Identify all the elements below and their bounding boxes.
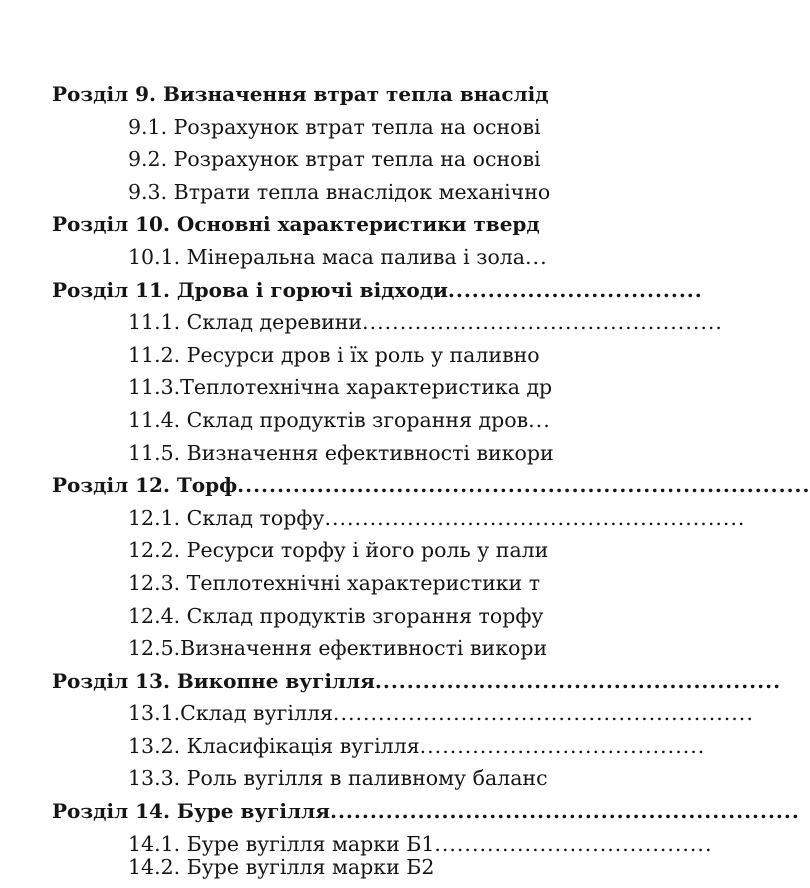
toc-dot-leader: ........................................................ — [332, 701, 754, 726]
toc-dot-leader: ........................................................ — [324, 505, 746, 530]
toc-section-title: Розділ 12. Торф — [52, 473, 238, 498]
toc-subsection-title: 13.1.Склад вугілля — [128, 701, 333, 726]
toc-dot-leader: ................................................... — [374, 668, 782, 693]
toc-partial-line-text: 14.2. Буре вугілля марки Б2 — [128, 855, 435, 879]
toc-subsection-entry — [0, 600, 600, 633]
toc-partial-line — [128, 855, 600, 879]
toc-subsection-entry — [0, 404, 600, 437]
toc-subsection-title: 11.2. Ресурси дров і їх роль у паливно — [128, 342, 540, 367]
toc-subsection-entry — [0, 697, 754, 730]
toc-subsection-entry — [0, 567, 600, 600]
toc-section-entry — [0, 274, 703, 307]
toc-subsection-title: 9.2. Розрахунок втрат тепла на основі — [128, 147, 541, 172]
toc-section-entry — [0, 795, 800, 828]
toc-dot-leader: ................................................ — [362, 310, 723, 335]
toc-dot-leader: ..................................... — [434, 831, 713, 856]
toc-subsection-title: 12.3. Теплотехнічні характеристики т — [128, 570, 541, 595]
toc-subsection-title: 11.3.Теплотехнічна характеристика др — [128, 375, 553, 400]
toc-dot-leader: ................................ — [447, 277, 703, 302]
toc-subsection-title: 12.5.Визначення ефективності викори — [128, 636, 548, 661]
toc-subsection-entry — [0, 632, 600, 665]
toc-subsection-title: 13.2. Класифікація вугілля — [128, 733, 420, 758]
toc-subsection-title: 12.1. Склад торфу — [128, 505, 325, 530]
toc-subsection-entry — [0, 730, 706, 763]
toc-section-title: Розділ 13. Викопне вугілля — [52, 668, 375, 693]
toc-section-entry — [0, 469, 810, 502]
toc-section-title: Розділ 10. Основні характеристики тверд — [52, 212, 540, 237]
toc-subsection-title: 11.4. Склад продуктів згорання дров — [128, 407, 529, 432]
toc-section-entry — [0, 208, 600, 241]
toc-subsection-entry — [0, 502, 746, 535]
toc-dot-leader: ... — [525, 244, 548, 269]
toc-subsection-title: 10.1. Мінеральна маса палива і зола — [128, 244, 526, 269]
toc-subsection-entry — [0, 371, 600, 404]
toc-subsection-title: 12.2. Ресурси торфу і його роль у пали — [128, 538, 549, 563]
toc-subsection-entry — [0, 306, 723, 339]
table-of-contents — [0, 78, 810, 860]
toc-subsection-entry — [0, 176, 600, 209]
toc-subsection-entry — [0, 762, 600, 795]
toc-section-entry — [0, 78, 600, 111]
toc-dot-leader: ...................................... — [419, 733, 706, 758]
toc-section-title: Розділ 14. Буре вугілля — [52, 799, 330, 824]
toc-subsection-entry — [0, 437, 600, 470]
toc-subsection-entry — [0, 143, 600, 176]
toc-subsection-title: 14.1. Буре вугілля марки Б1 — [128, 831, 435, 856]
toc-subsection-title: 13.3. Роль вугілля в паливному баланс — [128, 766, 548, 791]
toc-subsection-entry — [0, 339, 600, 372]
toc-section-title: Розділ 11. Дрова і горючі відходи — [52, 277, 448, 302]
toc-subsection-title: 9.1. Розрахунок втрат тепла на основі — [128, 114, 541, 139]
toc-subsection-entry — [0, 241, 600, 274]
toc-section-title: Розділ 9. Визначення втрат тепла внаслід — [52, 82, 549, 106]
toc-subsection-entry — [0, 534, 600, 567]
toc-subsection-title: 11.1. Склад деревини — [128, 310, 363, 335]
toc-section-entry — [0, 665, 782, 698]
toc-dot-leader: ........................................................................ — [237, 473, 810, 498]
toc-subsection-title: 11.5. Визначення ефективності викори — [128, 440, 554, 465]
toc-subsection-title: 9.3. Втрати тепла внаслідок механічно — [128, 179, 551, 204]
toc-subsection-entry — [0, 111, 600, 144]
toc-dot-leader: ... — [528, 407, 551, 432]
toc-dot-leader: ........................................................... — [330, 799, 800, 824]
toc-subsection-title: 12.4. Склад продуктів згорання торфу — [128, 603, 544, 628]
